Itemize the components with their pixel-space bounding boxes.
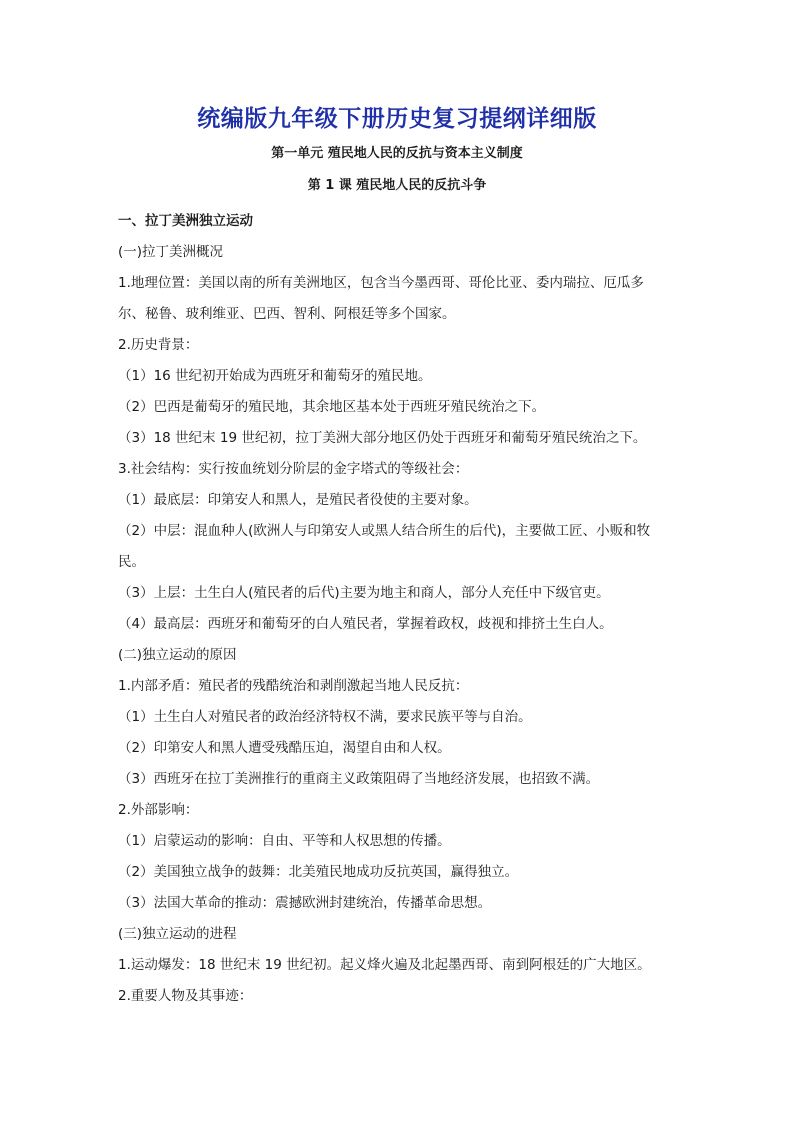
list-item: （2）中层：混血种人(欧洲人与印第安人或黑人结合所生的后代)，主要做工匠、小贩和牧 bbox=[118, 523, 651, 539]
paragraph-line: 尔、秘鲁、玻利维亚、巴西、智利、阿根廷等多个国家。 bbox=[118, 306, 456, 322]
section-heading: 一、拉丁美洲独立运动 bbox=[118, 213, 253, 229]
document-body bbox=[118, 206, 680, 1012]
paragraph-line: 1.地理位置：美国以南的所有美洲地区，包含当今墨西哥、哥伦比亚、委内瑞拉、厄瓜多 bbox=[118, 275, 644, 291]
list-item: （2）巴西是葡萄牙的殖民地，其余地区基本处于西班牙殖民统治之下。 bbox=[118, 399, 546, 415]
paragraph-line: 3.社会结构：实行按血统划分阶层的金字塔式的等级社会： bbox=[118, 461, 469, 477]
list-item: （2）印第安人和黑人遭受残酷压迫，渴望自由和人权。 bbox=[118, 740, 451, 756]
list-item: （3）法国大革命的推动：震撼欧洲封建统治，传播革命思想。 bbox=[118, 895, 492, 911]
list-item: （1）启蒙运动的影响：自由、平等和人权思想的传播。 bbox=[118, 833, 451, 849]
list-item: （4）最高层：西班牙和葡萄牙的白人殖民者，掌握着政权，歧视和排挤土生白人。 bbox=[118, 616, 613, 632]
lesson-title: 第 1 课 殖民地人民的反抗斗争 bbox=[307, 178, 487, 193]
list-item: （1）最底层：印第安人和黑人，是殖民者役使的主要对象。 bbox=[118, 492, 478, 508]
list-item: （3）18 世纪末 19 世纪初，拉丁美洲大部分地区仍处于西班牙和葡萄牙殖民统治之下。 bbox=[118, 430, 647, 446]
list-item: （1）16 世纪初开始成为西班牙和葡萄牙的殖民地。 bbox=[118, 368, 432, 384]
subsection-heading: (一)拉丁美洲概况 bbox=[118, 244, 224, 260]
list-item: （2）美国独立战争的鼓舞：北美殖民地成功反抗英国，赢得独立。 bbox=[118, 864, 519, 880]
paragraph-line: 1.内部矛盾：殖民者的残酷统治和剥削激起当地人民反抗： bbox=[118, 678, 469, 694]
subsection-heading: (二)独立运动的原因 bbox=[118, 647, 237, 663]
list-item-continuation: 民。 bbox=[118, 554, 145, 570]
list-item: （3）西班牙在拉丁美洲推行的重商主义政策阻碍了当地经济发展，也招致不满。 bbox=[118, 771, 600, 787]
list-item: （3）上层：土生白人(殖民者的后代)主要为地主和商人，部分人充任中下级官吏。 bbox=[118, 585, 610, 601]
paragraph-line: 2.重要人物及其事迹： bbox=[118, 988, 253, 1004]
paragraph-line: 2.历史背景： bbox=[118, 337, 199, 353]
unit-title: 第一单元 殖民地人民的反抗与资本主义制度 bbox=[271, 146, 523, 161]
paragraph-line: 1.运动爆发：18 世纪末 19 世纪初。起义烽火遍及北起墨西哥、南到阿根廷的广大地区。 bbox=[118, 957, 651, 973]
list-item: （1）土生白人对殖民者的政治经济特权不满，要求民族平等与自治。 bbox=[118, 709, 532, 725]
paragraph-line: 2.外部影响： bbox=[118, 802, 199, 818]
document-title: 统编版九年级下册历史复习提纲详细版 bbox=[197, 106, 597, 132]
subsection-heading: (三)独立运动的进程 bbox=[118, 926, 237, 942]
